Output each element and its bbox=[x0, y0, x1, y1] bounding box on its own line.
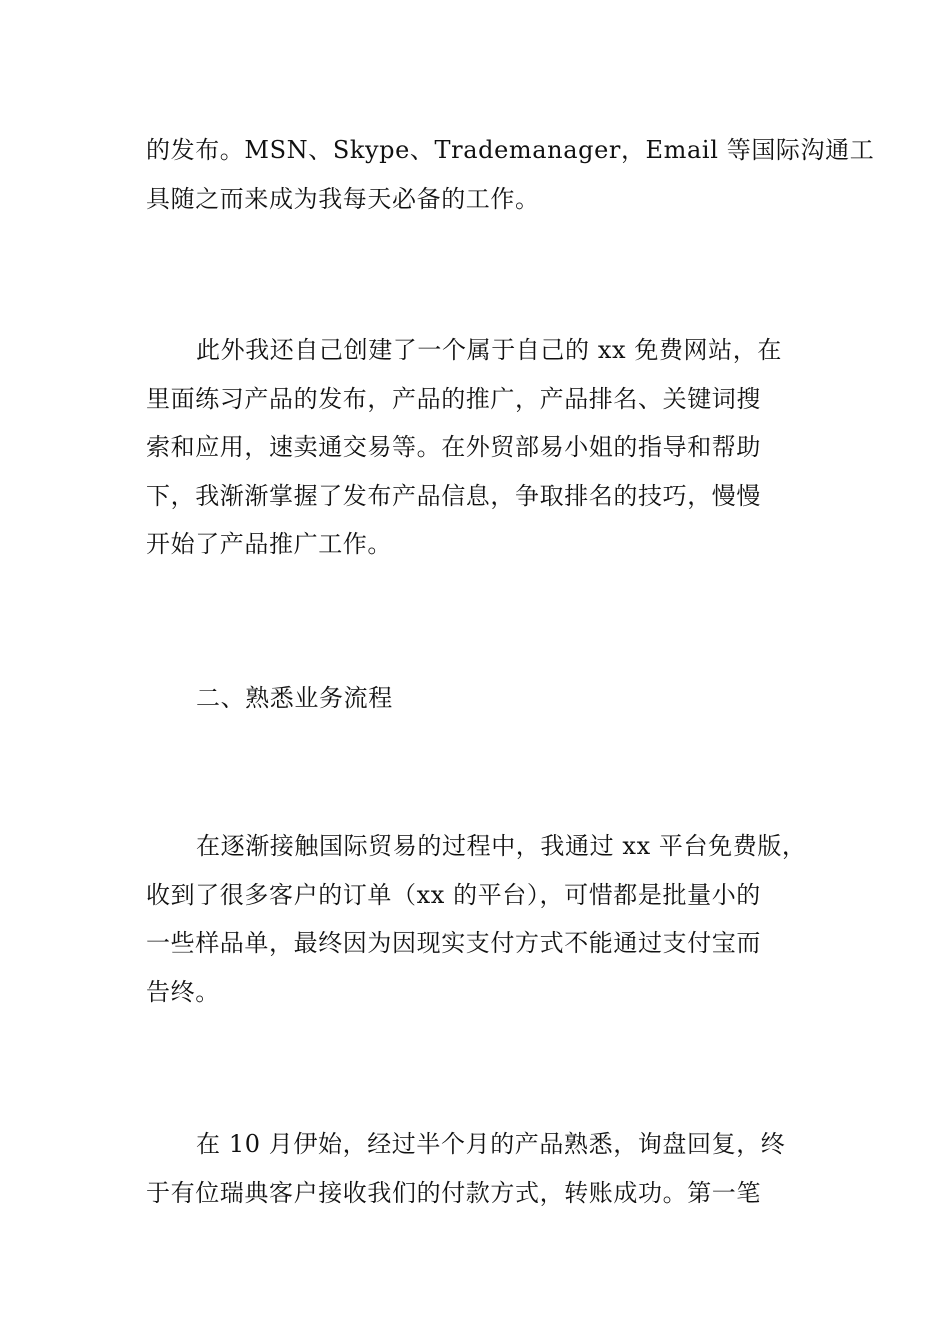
section-heading: 二、熟悉业务流程 bbox=[196, 684, 393, 712]
text-line: 里面练习产品的发布，产品的推广，产品排名、关键词搜 bbox=[146, 384, 761, 413]
text-line: 下，我渐渐掌握了发布产品信息，争取排名的技巧，慢慢 bbox=[146, 481, 761, 510]
text-line: 告终。 bbox=[146, 977, 220, 1006]
text-line: 开始了产品推广工作。 bbox=[146, 530, 392, 558]
paragraph-trade-process bbox=[146, 822, 810, 1016]
text-line: 在逐渐接触国际贸易的过程中，我通过 xx 平台免费版， bbox=[196, 832, 807, 860]
text-line: 索和应用，速卖通交易等。在外贸部易小姐的指导和帮助 bbox=[146, 433, 761, 461]
paragraph-tools bbox=[146, 126, 875, 223]
text-line: 具随之而来成为我每天必备的工作。 bbox=[146, 184, 540, 213]
paragraph-website-practice bbox=[146, 326, 810, 569]
text-line: 一些样品单，最终因为因现实支付方式不能通过支付宝而 bbox=[146, 929, 761, 957]
text-line: 在 10 月伊始，经过半个月的产品熟悉，询盘回复，终 bbox=[196, 1130, 786, 1158]
text-line: 的发布。MSN、Skype、Trademanager，Email 等国际沟通工 bbox=[146, 136, 875, 164]
text-line: 于有位瑞典客户接收我们的付款方式，转账成功。第一笔 bbox=[146, 1178, 761, 1207]
text-line: 此外我还自己创建了一个属于自己的 xx 免费网站，在 bbox=[196, 336, 782, 364]
text-line: 收到了很多客户的订单（xx 的平台），可惜都是批量小的 bbox=[146, 880, 761, 909]
paragraph-first-order bbox=[146, 1120, 810, 1217]
